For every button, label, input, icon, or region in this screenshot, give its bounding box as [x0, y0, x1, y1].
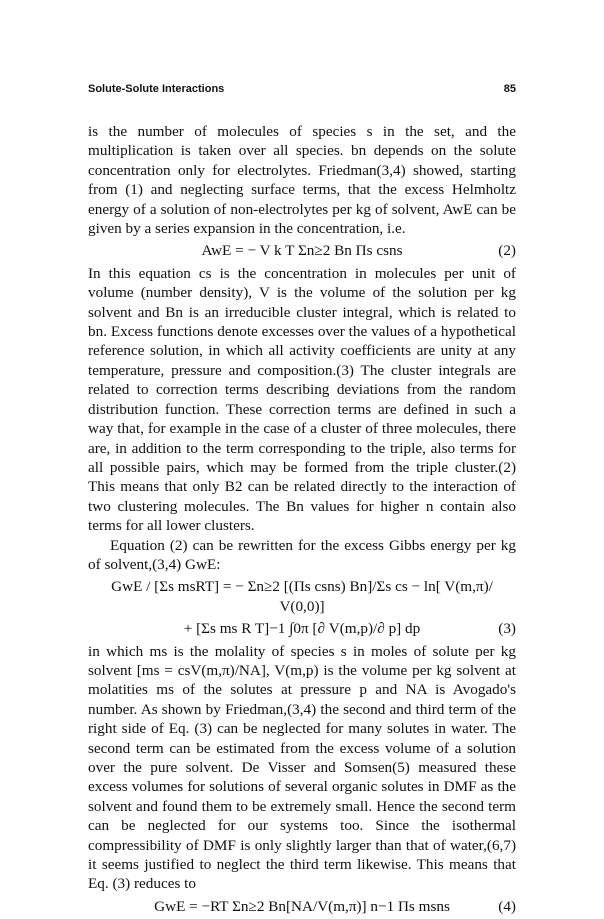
equation-number: (3) — [498, 620, 516, 638]
equation — [88, 897, 516, 916]
equation-number: (4) — [498, 897, 516, 915]
running-header — [88, 83, 516, 99]
equation-expression: GwE / [Σs msRT] = − Σn≥2 [(Πs csns) Bn]/Σs cs − ln[ V(m,π)/ V(0,0)] — [111, 578, 493, 615]
equation-expression: GwE = −RT Σn≥2 Bn[NA/V(m,π)] n−1 Πs msns — [154, 897, 450, 915]
body-text — [88, 122, 516, 919]
running-title: Solute-Solute Interactions — [88, 83, 225, 95]
equation-expression: + [Σs ms R T]−1 ∫0π [∂ V(m,p)/∂ p] dp — [183, 620, 421, 638]
paragraph: In this equation cs is the concentration in molecules per unit of volume (number density), V is the volume of the solution per kg solvent and Bn is an irreducible cluster integral, which is related to bn. Excess functions denote excesses over the values of a hypothetical reference solution, in which all activity coefficients are unity at any temperature, pressure and composition.(3) The cluster integrals are related to correction terms describing deviations from the random distribution function. These correction terms are defined in such a way that, for example in the case of a cluster of three molecules, there are, in addition to the term corresponding to the triple, also terms for all possible pairs, which may be formed from the triple cluster.(2) This means that only B2 can be related directly to the interaction of two clustering molecules. The Bn values for higher n contain also terms for all lower clusters. — [88, 264, 516, 535]
equation — [88, 241, 516, 260]
paragraph: is the number of molecules of species s in the set, and the multiplication is taken over all species. bn depends on the solute concentration only for electrolytes. Friedman(3,4) showed, starting from (1) and neglecting surface terms, that the excess Helmholtz energy of a solution of non-electrolytes per kg of solvent, AwE can be given by a series expansion in the concentration, i.e. — [88, 123, 516, 238]
page-number: 85 — [503, 83, 516, 95]
paragraph: Equation (2) can be rewritten for the excess Gibbs energy per kg of solvent,(3,4) GwE: — [88, 536, 516, 573]
equation — [88, 619, 516, 638]
equation-expression: AwE = − V k T Σn≥2 Bn Πs csns — [201, 242, 403, 260]
equation-number: (2) — [498, 242, 516, 260]
equation — [88, 577, 516, 616]
paragraph: in which ms is the molality of species s in moles of solute per kg solvent [ms = csV(m,π)/NA], V(m,p) is the volume per kg solvent at molatities ms of the solutes at pressure p and NA is Avogado's number. As shown by Friedman,(3,4) the second and third term of the right side of Eq. (3) can be neglected for many solutes in water. The second term can be estimated from the excess volume of a solution over the pure solvent. De Visser and Somsen(5) measured these excess volumes for solutions of several organic solutes in DMF as the solvent and found them to be extremely small. Hence the second term can be neglected for our systems too. Since the isothermal compressibility of DMF is only slightly larger than that of water,(6,7) it seems justified to neglect the third term likewise. This means that Eq. (3) reduces to — [88, 642, 516, 893]
